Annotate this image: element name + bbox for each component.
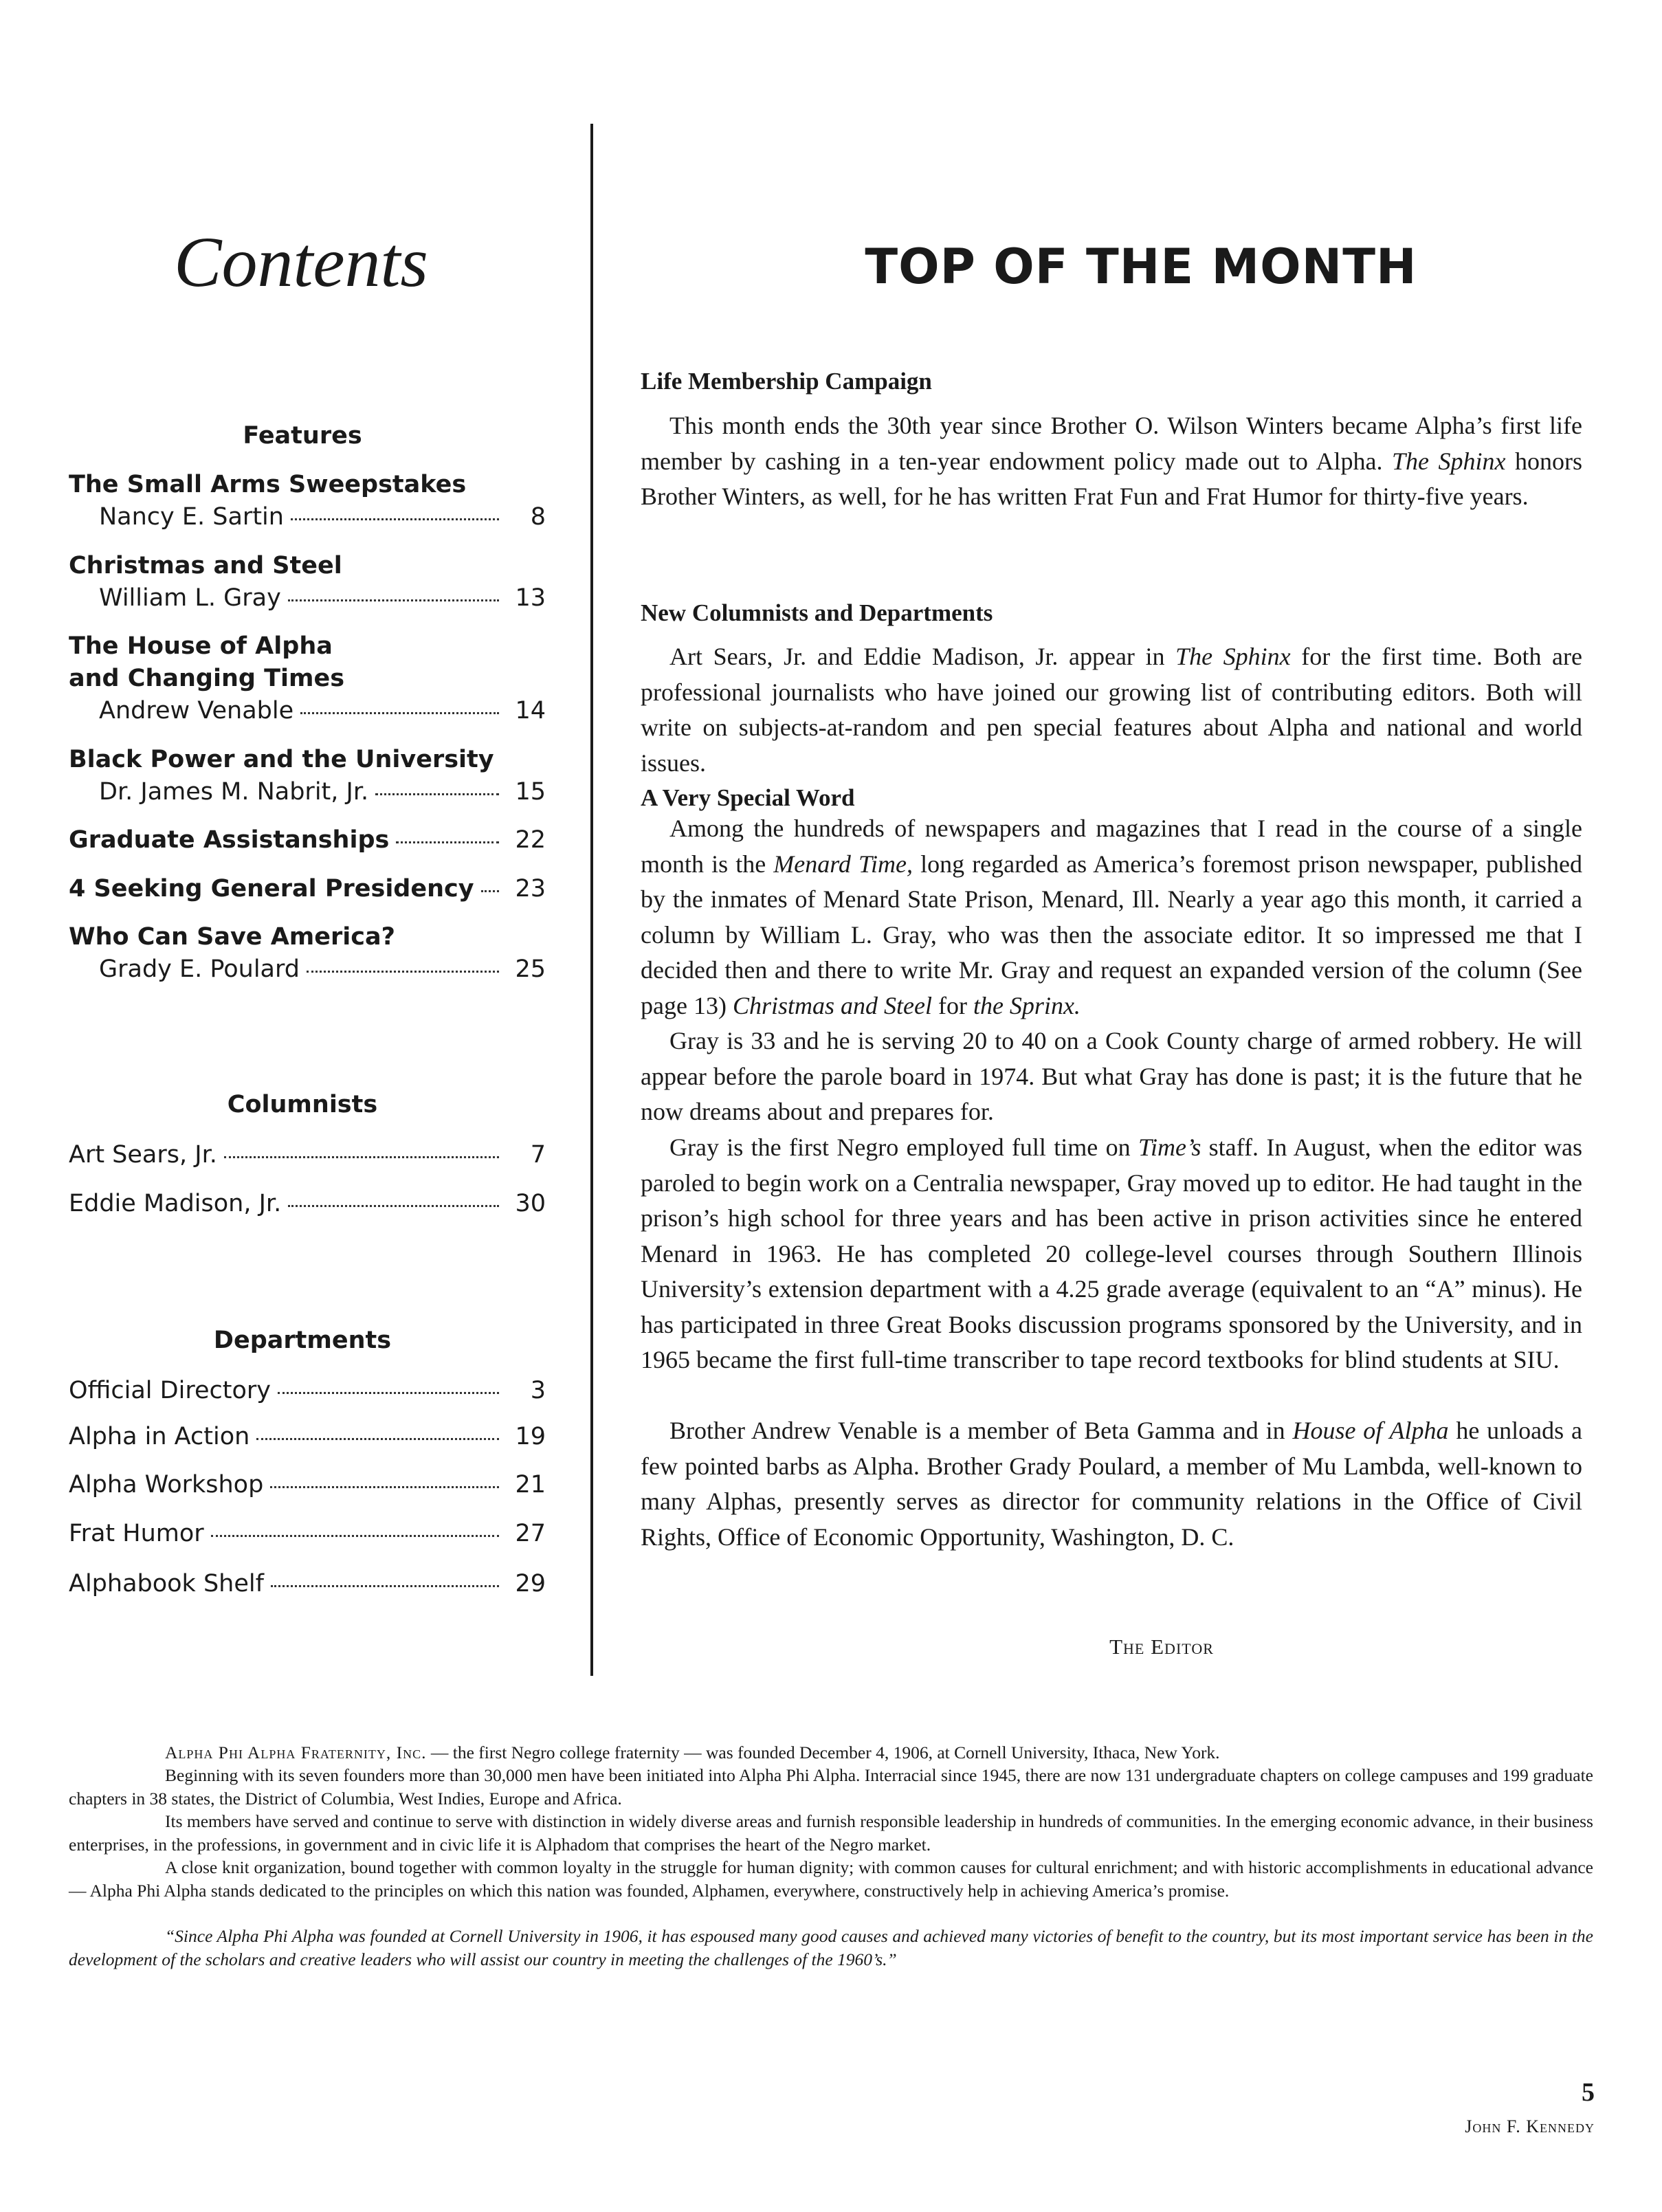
life-membership-paragraph: This month ends the 30th year since Brother O. Wilson Winters became Alpha’s first life member by cashing in a ten-year endowment policy made out to Alpha. The Sphinx honors Brother Winters, as well, for he has written Frat Fun and Frat Humor for thirty-five years. [641, 412, 1583, 510]
feature-title: The Small Arms Sweepstakes [69, 471, 467, 498]
new-columnists-paragraph: Art Sears, Jr. and Eddie Madison, Jr. appear in The Sphinx for the first time. Both are professional journalists who have joined our growing list of contributing editors. Both will write on subjects-at-random and pen special features about Alpha and national and world issues. [641, 643, 1582, 777]
toc-entry[interactable] [99, 694, 546, 727]
page-ref: 30 [515, 1190, 546, 1217]
columnist-name: Art Sears, Jr. [69, 1141, 217, 1169]
life-membership-heading: Life Membership Campaign [641, 368, 932, 395]
special-word-paragraph: Brother Andrew Venable is a member of Beta Gamma and in House of Alpha he unloads a few pointed barbs as Alpha. Brother Grady Poulard, a member of Mu Lambda, well-known to many Alphas, presently serves as director for community relations in the Office of Civil Rights, Office of Economic Opportunity, Washington, D. C. [641, 1417, 1583, 1551]
toc-entry[interactable] [69, 1374, 546, 1407]
page-ref: 21 [515, 1471, 546, 1498]
department-name: Alphabook Shelf [69, 1570, 264, 1597]
feature-author: William L. Gray [99, 584, 281, 612]
feature-title: The House of Alpha [69, 632, 333, 660]
feature-author: Dr. James M. Nabrit, Jr. [99, 778, 369, 806]
departments-heading: Departments [213, 1327, 392, 1354]
leader-dots [224, 1156, 499, 1158]
column-divider [590, 124, 593, 1676]
page-ref: 7 [530, 1141, 546, 1169]
toc-entry[interactable] [69, 1187, 546, 1220]
special-word-paragraph: Gray is 33 and he is serving 20 to 40 on a Cook County charge of armed robbery. He will appear before the parole board in 1974. But what Gray has done is past; it is the future that he now dreams about and prepares for. [641, 1027, 1582, 1125]
new-columnists-heading: New Columnists and Departments [641, 599, 993, 626]
features-heading: Features [243, 422, 362, 450]
feature-title: Christmas and Steel [69, 552, 342, 579]
footer-paragraph: A close knit organization, bound together with common loyalty in the struggle for human dignity; with common causes for cultural enrichment; and with historic accomplishments in educational advance — Alpha Phi Alpha stands dedicated to the principles on which this nation was founded, Alphamen, everywhere, constructively help in achieving America’s promise. [69, 1857, 1593, 1901]
leader-dots [300, 712, 499, 714]
feature-author: Grady E. Poulard [99, 955, 300, 983]
special-word-paragraph: Among the hundreds of newspapers and magazines that I read in the course of a single month is the Menard Time, long regarded as America’s foremost prison newspaper, published by the inmates of Menard State Prison, Menard, Ill. Nearly a year ago this month, it carried a column by William L. Gray, who was then the associate editor. It so impressed me that I decided then and there to write Mr. Gray and request an expanded version of the column (See page 13) Christmas and Steel for the Sprinx. [641, 815, 1583, 1019]
toc-entry[interactable] [69, 1420, 546, 1453]
department-name: Alpha Workshop [69, 1471, 264, 1498]
leader-dots [375, 793, 499, 795]
leader-dots [307, 971, 499, 973]
special-word-paragraph: Gray is the first Negro employed full time on Time’s staff. In August, when the editor was paroled to begin work on a Centralia newspaper, Gray moved up to editor. He had taught in the prison’s high school for three years and has been active in prison activities since he entered Menard in 1963. He has completed 20 college-level courses through Southern Illinois University’s extension department with a 4.25 grade average (equivalent to an “A” minus). He has participated in three Great Books discussion programs sponsored by the University, and in 1965 became the first full-time transcriber to tape record textbooks for blind students at SIU. [641, 1133, 1582, 1373]
page-ref: 8 [530, 503, 546, 531]
page-ref: 27 [515, 1520, 546, 1547]
leader-dots [270, 1486, 499, 1488]
special-word-heading: A Very Special Word [641, 784, 855, 811]
feature-author: Nancy E. Sartin [99, 503, 284, 531]
leader-dots [288, 1205, 499, 1207]
feature-title: Black Power and the University [69, 746, 494, 773]
leader-dots [481, 890, 499, 892]
footer-paragraph: Its members have served and continue to serve with distinction in widely diverse areas and furnish responsible leadership in hundreds of communities. In the emerging economic advance, in their business enterprises, in the professions, in government and in civic life it is Alphadom that comprises the heart of the Negro market. [69, 1811, 1593, 1855]
footer-paragraph: Beginning with its seven founders more than 30,000 men have been initiated into Alpha Phi Alpha. Interracial since 1945, there are now 131 undergraduate chapters on college campuses and 199 graduate chapters in 38 states, the District of Columbia, West Indies, Europe and Africa. [69, 1765, 1593, 1809]
feature-title: Graduate Assistanships [69, 826, 390, 854]
quote-author: John F. Kennedy [1465, 2116, 1595, 2136]
leader-dots [288, 599, 499, 601]
page-ref: 23 [515, 875, 546, 903]
toc-entry[interactable] [69, 823, 546, 856]
toc-entry[interactable] [69, 1138, 546, 1171]
leader-dots [256, 1438, 499, 1440]
leader-dots [396, 841, 499, 843]
toc-entry[interactable] [99, 775, 546, 808]
department-name: Frat Humor [69, 1520, 204, 1547]
page-ref: 14 [515, 697, 546, 725]
toc-entry[interactable] [99, 500, 546, 533]
leader-dots [291, 518, 499, 520]
toc-entry[interactable] [69, 1567, 546, 1600]
feature-author: Andrew Venable [99, 697, 294, 725]
top-of-month-title: TOP OF THE MONTH [865, 239, 1417, 295]
footer-paragraph: Alpha Phi Alpha Fraternity, Inc. — the first Negro college fraternity — was founded December 4, 1906, at Cornell University, Ithaca, New York. [165, 1743, 1220, 1762]
leader-dots [278, 1392, 499, 1394]
kennedy-quote: “Since Alpha Phi Alpha was founded at Cornell University in 1906, it has espoused many good causes and achieved many victories of benefit to the country, but its most important service has been in the development of the scholars and creative leaders who will assist our country in meeting the challenges of the 1960’s.” [69, 1926, 1593, 1969]
columnists-heading: Columnists [227, 1091, 378, 1118]
page-ref: 25 [515, 955, 546, 983]
page-ref: 13 [515, 584, 546, 612]
toc-entry[interactable] [69, 1468, 546, 1501]
toc-entry[interactable] [99, 953, 546, 986]
feature-title: and Changing Times [69, 665, 345, 692]
toc-entry[interactable] [69, 872, 546, 905]
page-ref: 15 [515, 778, 546, 806]
leader-dots [271, 1585, 499, 1587]
department-name: Official Directory [69, 1377, 271, 1404]
columnist-name: Eddie Madison, Jr. [69, 1190, 282, 1217]
page-ref: 19 [515, 1423, 546, 1450]
editor-signature: The Editor [1109, 1635, 1214, 1659]
page-number: 5 [1582, 2078, 1595, 2107]
feature-title: 4 Seeking General Presidency [69, 875, 474, 903]
contents-title: Contents [174, 223, 428, 302]
leader-dots [211, 1535, 499, 1537]
page-ref: 22 [515, 826, 546, 854]
department-name: Alpha in Action [69, 1423, 250, 1450]
toc-entry[interactable] [99, 582, 546, 615]
toc-entry[interactable] [69, 1517, 546, 1550]
page-ref: 29 [515, 1570, 546, 1597]
page-ref: 3 [530, 1377, 546, 1404]
feature-title: Who Can Save America? [69, 923, 395, 951]
